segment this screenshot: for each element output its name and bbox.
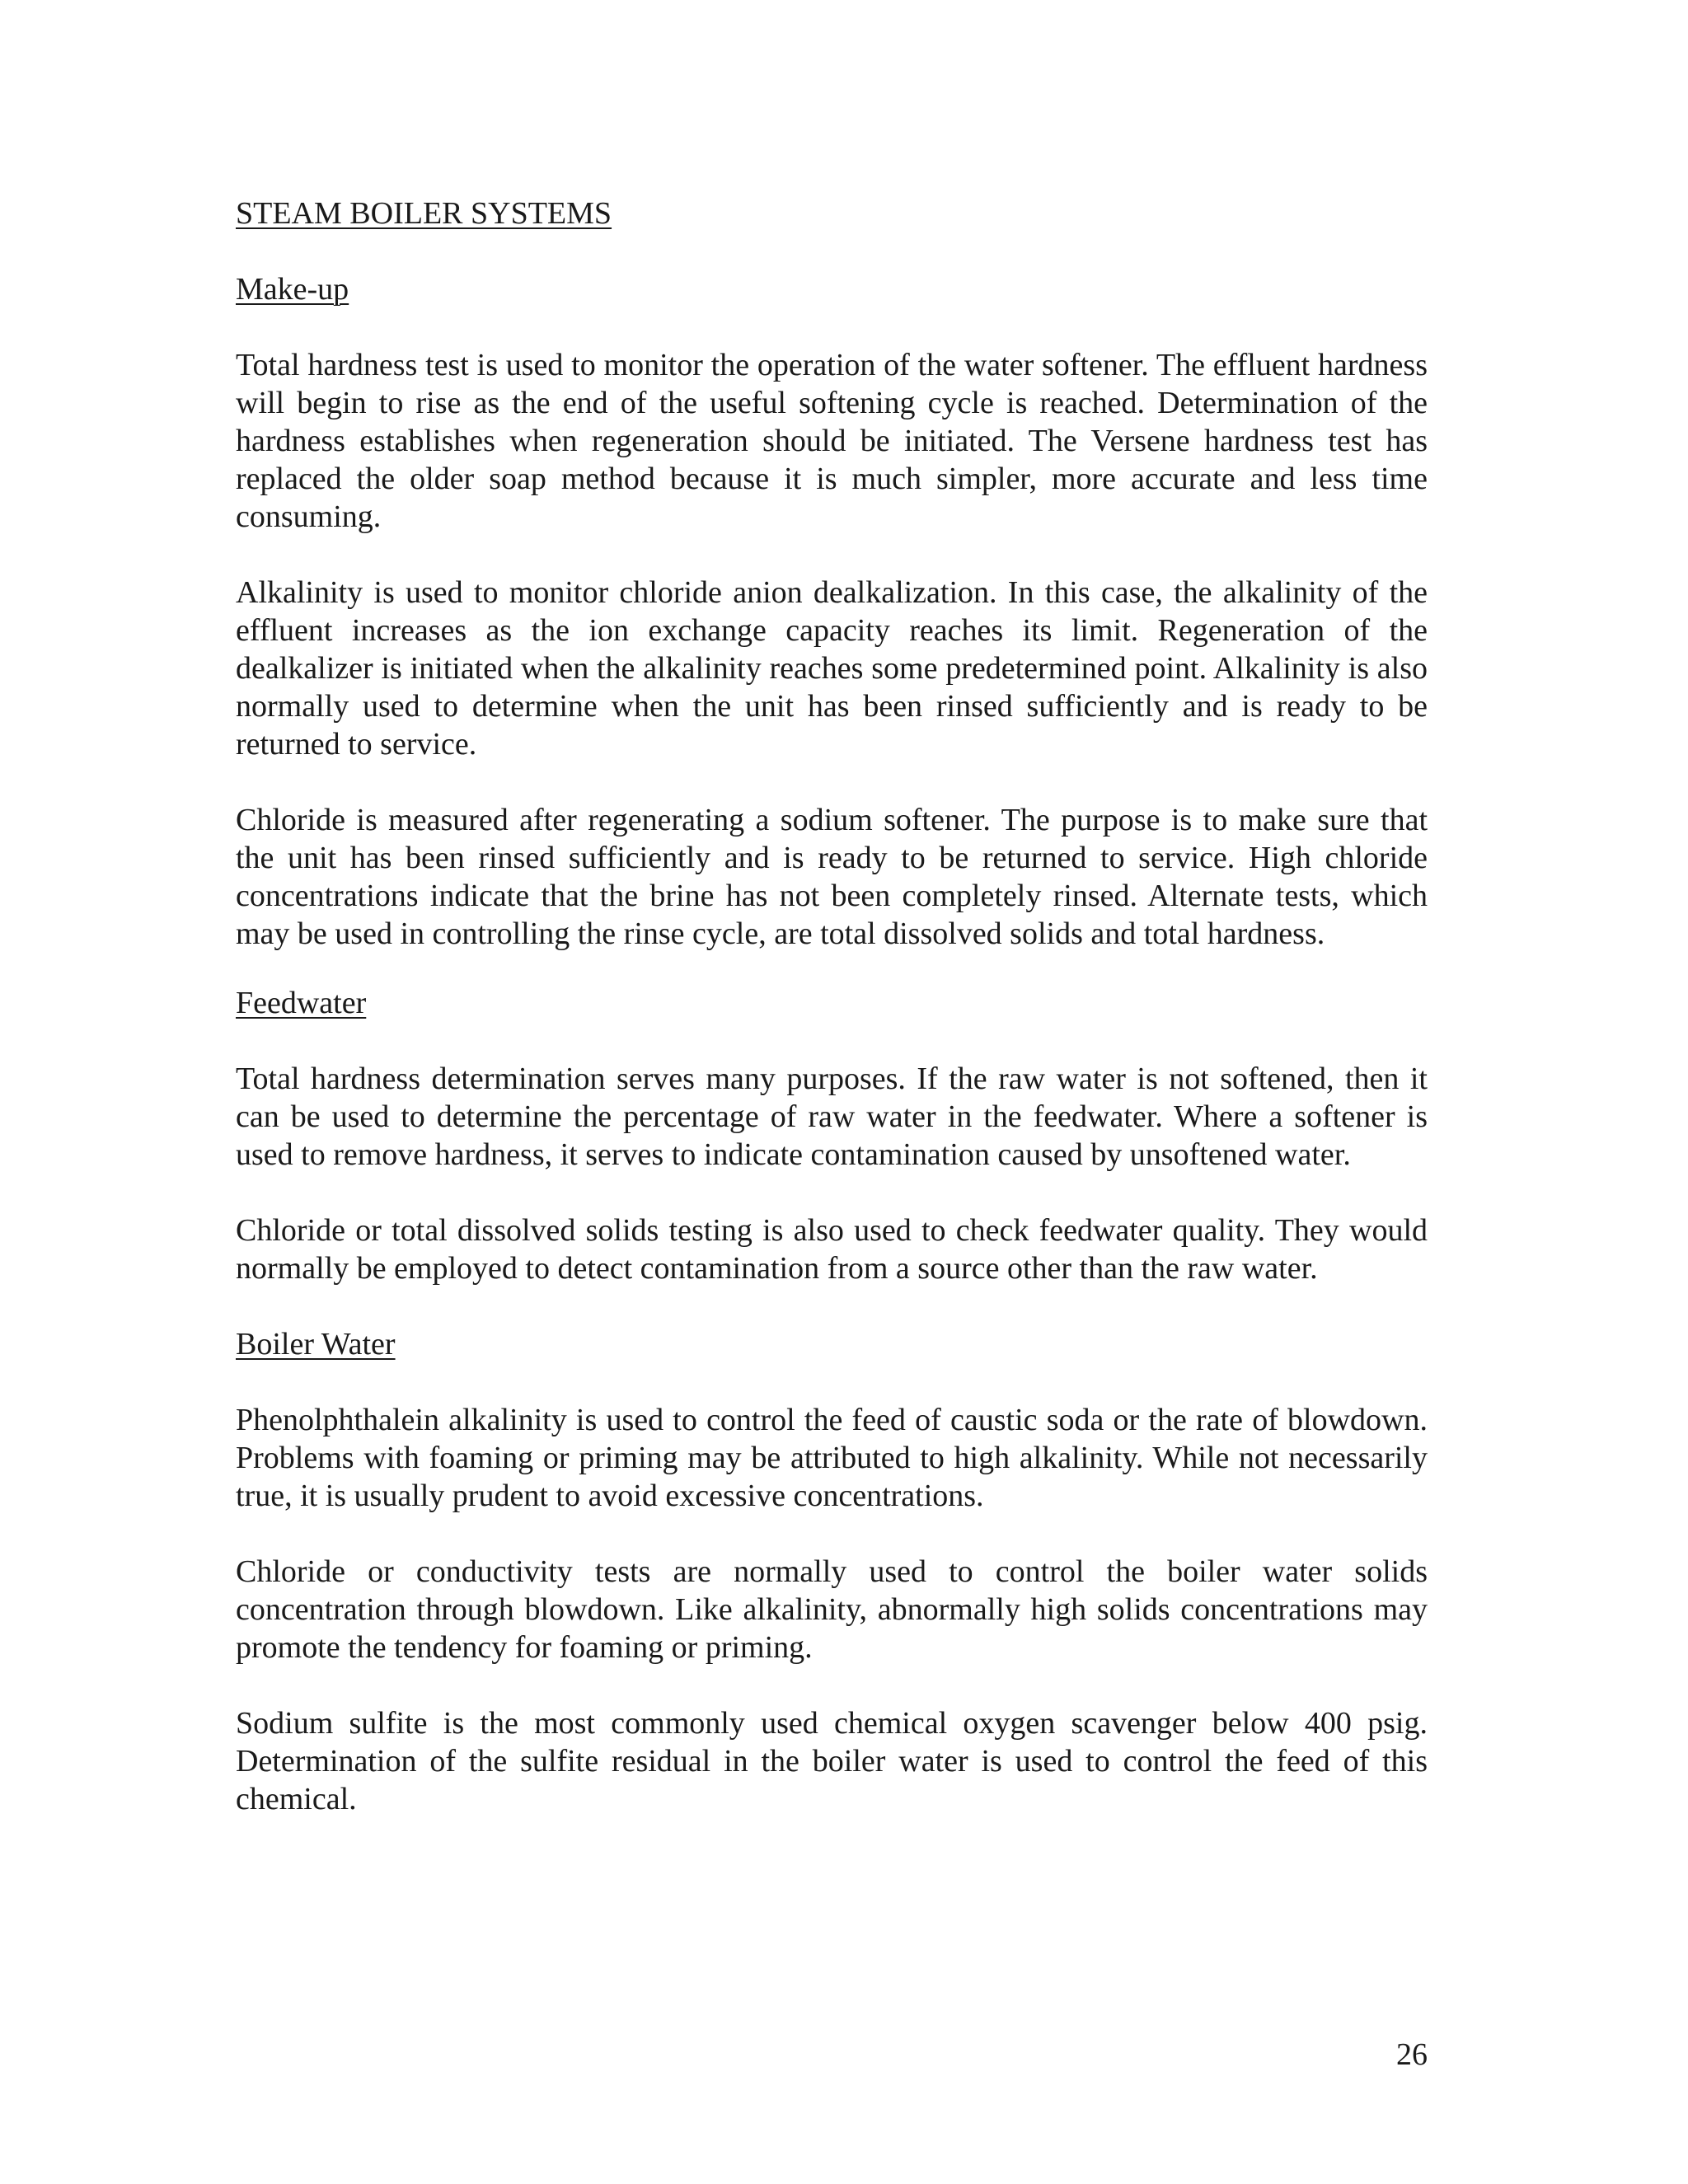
make-up-paragraph-alkalinity: Alkalinity is used to monitor chloride anion dealkalization. In this case, the alkalinity of the effluent increases as the ion exchange capacity reaches its limit. Regeneration of the dealkalizer is initiated when the alkalinity reaches some predetermined point. Alkalinity is also normally used to determine when the unit has been rinsed sufficiently and is ready to be returned to service. — [236, 575, 1428, 762]
boiler-water-paragraph-conductivity: Chloride or conductivity tests are normally used to control the boiler water solids concentration through blowdown. Like alkalinity, abnormally high solids concentrations may promote the tendency for foaming or priming. — [236, 1554, 1428, 1665]
document-title: STEAM BOILER SYSTEMS — [236, 196, 612, 231]
feedwater-paragraph-chloride: Chloride or total dissolved solids testing is also used to check feedwater quality. They would normally be employed to detect contamination from a source other than the raw water. — [236, 1213, 1428, 1286]
boiler-water-paragraph-sulfite: Sodium sulfite is the most commonly used chemical oxygen scavenger below 400 psig. Determination of the sulfite residual in the boiler water is used to control the feed of this chemical. — [236, 1706, 1428, 1816]
section-heading-feedwater: Feedwater — [236, 986, 367, 1020]
feedwater-paragraph-hardness: Total hardness determination serves many purposes. If the raw water is not softened, then it can be used to determine the percentage of raw water in the feedwater. Where a softener is used to remove hardness, it serves to indicate contamination caused by unsoftened water. — [236, 1062, 1428, 1172]
boiler-water-paragraph-phenolphthalein: Phenolphthalein alkalinity is used to control the feed of caustic soda or the rate of blowdown. Problems with foaming or priming may be attributed to high alkalinity. While not necessarily true, it is usually prudent to avoid excessive concentrations. — [236, 1403, 1428, 1513]
document-page — [236, 194, 1428, 1818]
section-heading-boiler-water: Boiler Water — [236, 1327, 396, 1361]
section-heading-make-up: Make-up — [236, 272, 349, 307]
make-up-paragraph-hardness: Total hardness test is used to monitor the operation of the water softener. The effluent hardness will begin to rise as the end of the useful softening cycle is reached. Determination of the hardness establishes when regeneration should be initiated. The Versene hardness test has replaced the older soap method because it is much simpler, more accurate and less time consuming. — [236, 348, 1428, 534]
make-up-paragraph-chloride: Chloride is measured after regenerating a sodium softener. The purpose is to make sure that the unit has been rinsed sufficiently and is ready to be returned to service. High chloride concentrations indicate that the brine has not been completely rinsed. Alternate tests, which may be used in controlling the rinse cycle, are total dissolved solids and total hardness. — [236, 803, 1428, 951]
page-number: 26 — [1396, 2037, 1428, 2072]
